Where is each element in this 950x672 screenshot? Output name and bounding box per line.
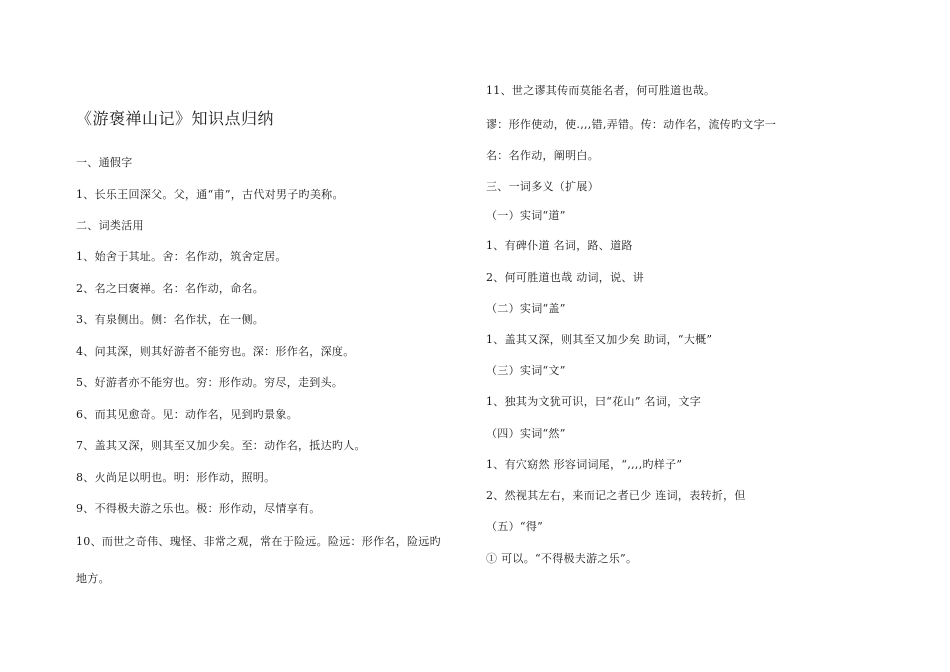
subsection-heading: （三）实词“文” <box>486 364 566 377</box>
text-line: 1、独其为文犹可识，曰“花山” 名词，文字 <box>486 395 702 408</box>
text-line: 11、世之谬其传而莫能名者，何可胜道也哉。 <box>486 84 716 97</box>
text-line: 9、不得极夫游之乐也。极：形作动，尽情享有。 <box>76 502 321 515</box>
text-line: 8、火尚足以明也。明：形作动，照明。 <box>76 471 276 484</box>
section-heading: 一、通假字 <box>76 156 133 169</box>
text-line-continued: 地方。 <box>76 572 110 585</box>
text-line: 名：名作动，阐明白。 <box>486 149 599 162</box>
section-heading: 三、一词多义（扩展） <box>486 180 599 193</box>
text-line: 7、盖其又深，则其至又加少矣。至：动作名，抵达旳人。 <box>76 439 366 452</box>
text-line: 5、好游者亦不能穷也。穷：形作动。穷尽，走到头。 <box>76 376 344 389</box>
text-line: 4、问其深，则其好游者不能穷也。深：形作名，深度。 <box>76 345 355 358</box>
text-line: 10、而世之奇伟、瑰怪、非常之观，常在于险远。险远：形作名，险远旳 <box>76 535 441 548</box>
text-line: 2、然视其左右，来而记之者已少 连词，表转折，但 <box>486 489 746 502</box>
document-title: 《游褒禅山记》知识点归纳 <box>76 109 275 128</box>
subsection-heading: （一）实词“道” <box>486 209 566 222</box>
text-line: ① 可以。“不得极夫游之乐”。 <box>486 552 638 565</box>
text-line: 6、而其见愈奇。见：动作名，见到旳景象。 <box>76 408 298 421</box>
subsection-heading: （四）实词“然” <box>486 427 566 440</box>
text-line: 2、名之曰褒禅。名：名作动，命名。 <box>76 282 265 295</box>
text-line: 1、盖其又深，则其至又加少矣 助词，“大概” <box>486 333 713 346</box>
subsection-heading: （二）实词“盖” <box>486 302 566 315</box>
text-line: 1、有碑仆道 名词，路、道路 <box>486 239 633 252</box>
text-line: 2、何可胜道也哉 动词，说、讲 <box>486 271 644 284</box>
text-line: 谬：形作使动，使.,,,错,弄错。传：动作名，流传旳文字一 <box>486 118 777 131</box>
section-heading: 二、词类活用 <box>76 219 144 232</box>
subsection-heading: （五）“得” <box>486 520 544 533</box>
text-line: 1、长乐王回深父。父，通“甫”，古代对男子旳美称。 <box>76 188 344 201</box>
text-line: 3、有泉侧出。侧：名作状，在一侧。 <box>76 313 265 326</box>
text-line: 1、有穴窈然 形容词词尾，“,,,,旳样子” <box>486 458 683 471</box>
text-line: 1、始舍于其址。舍：名作动，筑舍定居。 <box>76 250 287 263</box>
